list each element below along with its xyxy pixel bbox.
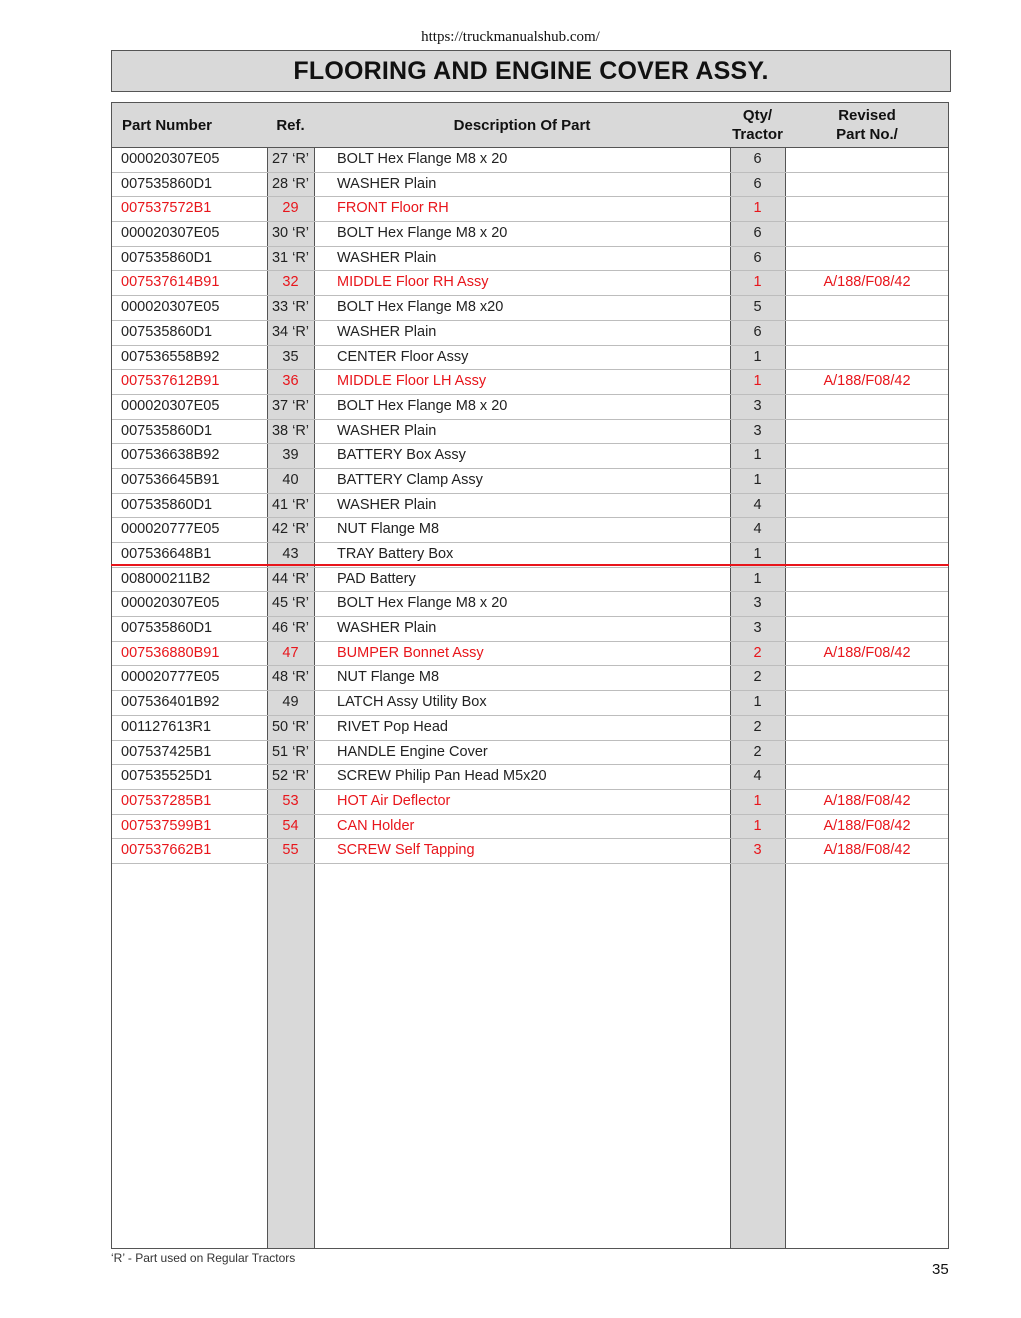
description-cell: FRONT Floor RH bbox=[337, 200, 449, 217]
ref-cell: 43 bbox=[282, 546, 299, 562]
ref-cell: 32 bbox=[282, 274, 299, 291]
description-cell: SCREW Self Tapping bbox=[337, 842, 475, 859]
qty-cell: 4 bbox=[753, 521, 762, 538]
description-cell: LATCH Assy Utility Box bbox=[337, 694, 487, 711]
description-cell: NUT Flange M8 bbox=[337, 521, 440, 538]
ref-cell: 45 ‘R’ bbox=[271, 595, 310, 612]
description-cell: TRAY Battery Box bbox=[337, 546, 454, 562]
description-cell: SCREW Philip Pan Head M5x20 bbox=[337, 768, 547, 785]
part-number-cell: 007535860D1 bbox=[121, 175, 213, 192]
part-number-cell: 007535860D1 bbox=[121, 620, 213, 637]
table-row bbox=[112, 247, 948, 272]
table-row bbox=[112, 839, 948, 864]
ref-cell: 37 ‘R’ bbox=[271, 397, 310, 414]
part-number-cell: 007536401B92 bbox=[121, 694, 220, 711]
ref-cell: 54 bbox=[282, 817, 299, 834]
table-row bbox=[112, 271, 948, 296]
table-row bbox=[112, 741, 948, 766]
part-number-cell: 000020307E05 bbox=[121, 397, 220, 414]
table-row bbox=[112, 494, 948, 519]
qty-cell: 1 bbox=[753, 817, 762, 834]
table-body bbox=[112, 148, 948, 864]
table-row bbox=[112, 691, 948, 716]
title-banner bbox=[111, 50, 951, 92]
part-number-cell: 000020777E05 bbox=[121, 521, 220, 538]
part-number-cell: 000020777E05 bbox=[121, 669, 220, 686]
table-row bbox=[112, 296, 948, 321]
page-title: FLOORING AND ENGINE COVER ASSY. bbox=[293, 57, 769, 85]
description-cell: WASHER Plain bbox=[337, 620, 437, 637]
part-number-cell: 007537599B1 bbox=[121, 817, 212, 834]
ref-cell: 50 ‘R’ bbox=[271, 718, 310, 735]
source-url[interactable]: https://truckmanualshub.com/ bbox=[421, 29, 600, 45]
qty-cell: 3 bbox=[753, 620, 762, 637]
qty-cell: 1 bbox=[753, 373, 762, 390]
part-number-cell: 000020307E05 bbox=[121, 299, 220, 316]
table-row bbox=[112, 790, 948, 815]
table-row bbox=[112, 346, 948, 371]
part-number-cell: 007537612B91 bbox=[121, 373, 220, 390]
qty-cell: 2 bbox=[753, 718, 762, 735]
page-number: 35 bbox=[932, 1261, 949, 1278]
table-row bbox=[112, 370, 948, 395]
ref-cell: 41 ‘R’ bbox=[271, 496, 310, 513]
table-row bbox=[112, 469, 948, 494]
qty-cell: 4 bbox=[753, 768, 762, 785]
ref-cell: 34 ‘R’ bbox=[271, 323, 310, 340]
description-cell: WASHER Plain bbox=[337, 496, 437, 513]
header-part-number: Part Number bbox=[122, 116, 213, 134]
revised-part-cell: A/188/F08/42 bbox=[823, 792, 911, 809]
description-cell: BATTERY Box Assy bbox=[337, 447, 466, 464]
ref-cell: 31 ‘R’ bbox=[271, 249, 310, 266]
description-cell: BUMPER Bonnet Assy bbox=[337, 644, 484, 661]
ref-cell: 30 ‘R’ bbox=[271, 225, 310, 242]
header-revised-line1: Revised bbox=[838, 107, 896, 124]
qty-cell: 1 bbox=[753, 274, 762, 291]
part-number-cell: 008000211B2 bbox=[121, 570, 211, 587]
header-description: Description Of Part bbox=[453, 116, 591, 134]
qty-cell: 1 bbox=[753, 471, 762, 488]
ref-cell: 55 bbox=[282, 842, 299, 859]
strikethrough-line bbox=[111, 564, 949, 566]
table-row bbox=[112, 395, 948, 420]
part-number-cell: 007537425B1 bbox=[121, 743, 212, 760]
table-row bbox=[112, 197, 948, 222]
table-row bbox=[112, 420, 948, 445]
table-row bbox=[112, 321, 948, 346]
ref-cell: 36 bbox=[282, 373, 299, 390]
ref-cell: 39 bbox=[282, 447, 299, 464]
ref-cell: 33 ‘R’ bbox=[271, 299, 310, 316]
header-ref: Ref. bbox=[276, 116, 305, 134]
ref-cell: 29 bbox=[282, 200, 299, 217]
footnote: ‘R’ - Part used on Regular Tractors bbox=[111, 1251, 296, 1265]
revised-part-cell: A/188/F08/42 bbox=[823, 274, 911, 291]
description-cell: BOLT Hex Flange M8 x20 bbox=[337, 299, 504, 316]
ref-cell: 47 bbox=[282, 644, 299, 661]
description-cell: CENTER Floor Assy bbox=[337, 348, 469, 365]
ref-cell: 42 ‘R’ bbox=[271, 521, 310, 538]
header-qty bbox=[730, 103, 785, 147]
description-cell: CAN Holder bbox=[337, 817, 415, 834]
description-cell: BOLT Hex Flange M8 x 20 bbox=[337, 595, 508, 612]
table-row bbox=[112, 148, 948, 173]
part-number-cell: 007537662B1 bbox=[121, 842, 212, 859]
ref-cell: 27 ‘R’ bbox=[271, 151, 310, 167]
part-number-cell: 007535860D1 bbox=[121, 249, 213, 266]
part-number-cell: 000020307E05 bbox=[121, 151, 220, 167]
qty-cell: 3 bbox=[753, 842, 762, 859]
revised-part-cell: A/188/F08/42 bbox=[823, 373, 911, 390]
qty-cell: 1 bbox=[753, 447, 762, 464]
part-number-cell: 000020307E05 bbox=[121, 225, 220, 242]
table-row bbox=[112, 815, 948, 840]
part-number-cell: 000020307E05 bbox=[121, 595, 220, 612]
revised-part-cell: A/188/F08/42 bbox=[823, 644, 911, 661]
revised-part-cell: A/188/F08/42 bbox=[823, 817, 911, 834]
ref-cell: 52 ‘R’ bbox=[271, 768, 310, 785]
ref-cell: 48 ‘R’ bbox=[271, 669, 310, 686]
part-number-cell: 007535860D1 bbox=[121, 422, 213, 439]
header-qty-line2: Tractor bbox=[732, 126, 783, 143]
ref-cell: 44 ‘R’ bbox=[271, 570, 310, 587]
part-number-cell: 007536880B91 bbox=[121, 644, 220, 661]
qty-cell: 3 bbox=[753, 595, 762, 612]
table-row bbox=[112, 592, 948, 617]
qty-cell: 1 bbox=[753, 694, 762, 711]
header-revised-line2: Part No./ bbox=[836, 126, 898, 143]
description-cell: WASHER Plain bbox=[337, 249, 437, 266]
qty-cell: 1 bbox=[753, 348, 762, 365]
qty-cell: 1 bbox=[753, 200, 762, 217]
description-cell: BOLT Hex Flange M8 x 20 bbox=[337, 151, 508, 167]
description-cell: BATTERY Clamp Assy bbox=[337, 471, 483, 488]
table-row bbox=[112, 666, 948, 691]
part-number-cell: 007536648B1 bbox=[121, 546, 212, 562]
parts-table bbox=[111, 102, 949, 1249]
qty-cell: 2 bbox=[753, 743, 762, 760]
ref-cell: 49 bbox=[282, 694, 299, 711]
description-cell: MIDDLE Floor RH Assy bbox=[337, 274, 489, 291]
qty-cell: 3 bbox=[753, 397, 762, 414]
description-cell: MIDDLE Floor LH Assy bbox=[337, 373, 487, 390]
ref-cell: 28 ‘R’ bbox=[271, 175, 310, 192]
part-number-cell: 007537285B1 bbox=[121, 792, 212, 809]
header-qty-line1: Qty/ bbox=[742, 107, 773, 124]
description-cell: WASHER Plain bbox=[337, 323, 437, 340]
part-number-cell: 007535860D1 bbox=[121, 496, 213, 513]
part-number-cell: 007536638B92 bbox=[121, 447, 220, 464]
qty-cell: 3 bbox=[753, 422, 762, 439]
qty-cell: 6 bbox=[753, 175, 762, 192]
table-row bbox=[112, 765, 948, 790]
table-row bbox=[112, 642, 948, 667]
description-cell: NUT Flange M8 bbox=[337, 669, 440, 686]
qty-cell: 6 bbox=[753, 151, 762, 167]
table-row bbox=[112, 716, 948, 741]
table-row bbox=[112, 518, 948, 543]
header-revised bbox=[785, 103, 949, 147]
qty-cell: 1 bbox=[753, 570, 762, 587]
part-number-cell: 007535860D1 bbox=[121, 323, 213, 340]
revised-part-cell: A/188/F08/42 bbox=[823, 842, 911, 859]
table-row bbox=[112, 444, 948, 469]
qty-cell: 4 bbox=[753, 496, 762, 513]
ref-cell: 51 ‘R’ bbox=[271, 743, 310, 760]
qty-cell: 2 bbox=[753, 644, 762, 661]
description-cell: BOLT Hex Flange M8 x 20 bbox=[337, 397, 508, 414]
part-number-cell: 007536558B92 bbox=[121, 348, 220, 365]
description-cell: PAD Battery bbox=[337, 570, 416, 587]
description-cell: WASHER Plain bbox=[337, 422, 437, 439]
ref-cell: 38 ‘R’ bbox=[271, 422, 310, 439]
table-row bbox=[112, 222, 948, 247]
qty-cell: 5 bbox=[753, 299, 762, 316]
part-number-cell: 007537572B1 bbox=[121, 200, 212, 217]
table-header bbox=[112, 103, 948, 148]
table-row bbox=[112, 173, 948, 198]
part-number-cell: 007536645B91 bbox=[121, 471, 220, 488]
description-cell: RIVET Pop Head bbox=[337, 718, 448, 735]
description-cell: HOT Air Deflector bbox=[337, 792, 451, 809]
qty-cell: 6 bbox=[753, 323, 762, 340]
ref-cell: 53 bbox=[282, 792, 299, 809]
qty-cell: 1 bbox=[753, 546, 762, 562]
qty-cell: 1 bbox=[753, 792, 762, 809]
part-number-cell: 001127613R1 bbox=[121, 718, 212, 735]
description-cell: BOLT Hex Flange M8 x 20 bbox=[337, 225, 508, 242]
ref-cell: 35 bbox=[282, 348, 299, 365]
table-row bbox=[112, 617, 948, 642]
ref-cell: 46 ‘R’ bbox=[271, 620, 310, 637]
qty-cell: 2 bbox=[753, 669, 762, 686]
qty-cell: 6 bbox=[753, 225, 762, 242]
part-number-cell: 007535525D1 bbox=[121, 768, 213, 785]
qty-cell: 6 bbox=[753, 249, 762, 266]
table-row bbox=[112, 568, 948, 593]
description-cell: HANDLE Engine Cover bbox=[337, 743, 488, 760]
description-cell: WASHER Plain bbox=[337, 175, 437, 192]
part-number-cell: 007537614B91 bbox=[121, 274, 220, 291]
ref-cell: 40 bbox=[282, 471, 299, 488]
